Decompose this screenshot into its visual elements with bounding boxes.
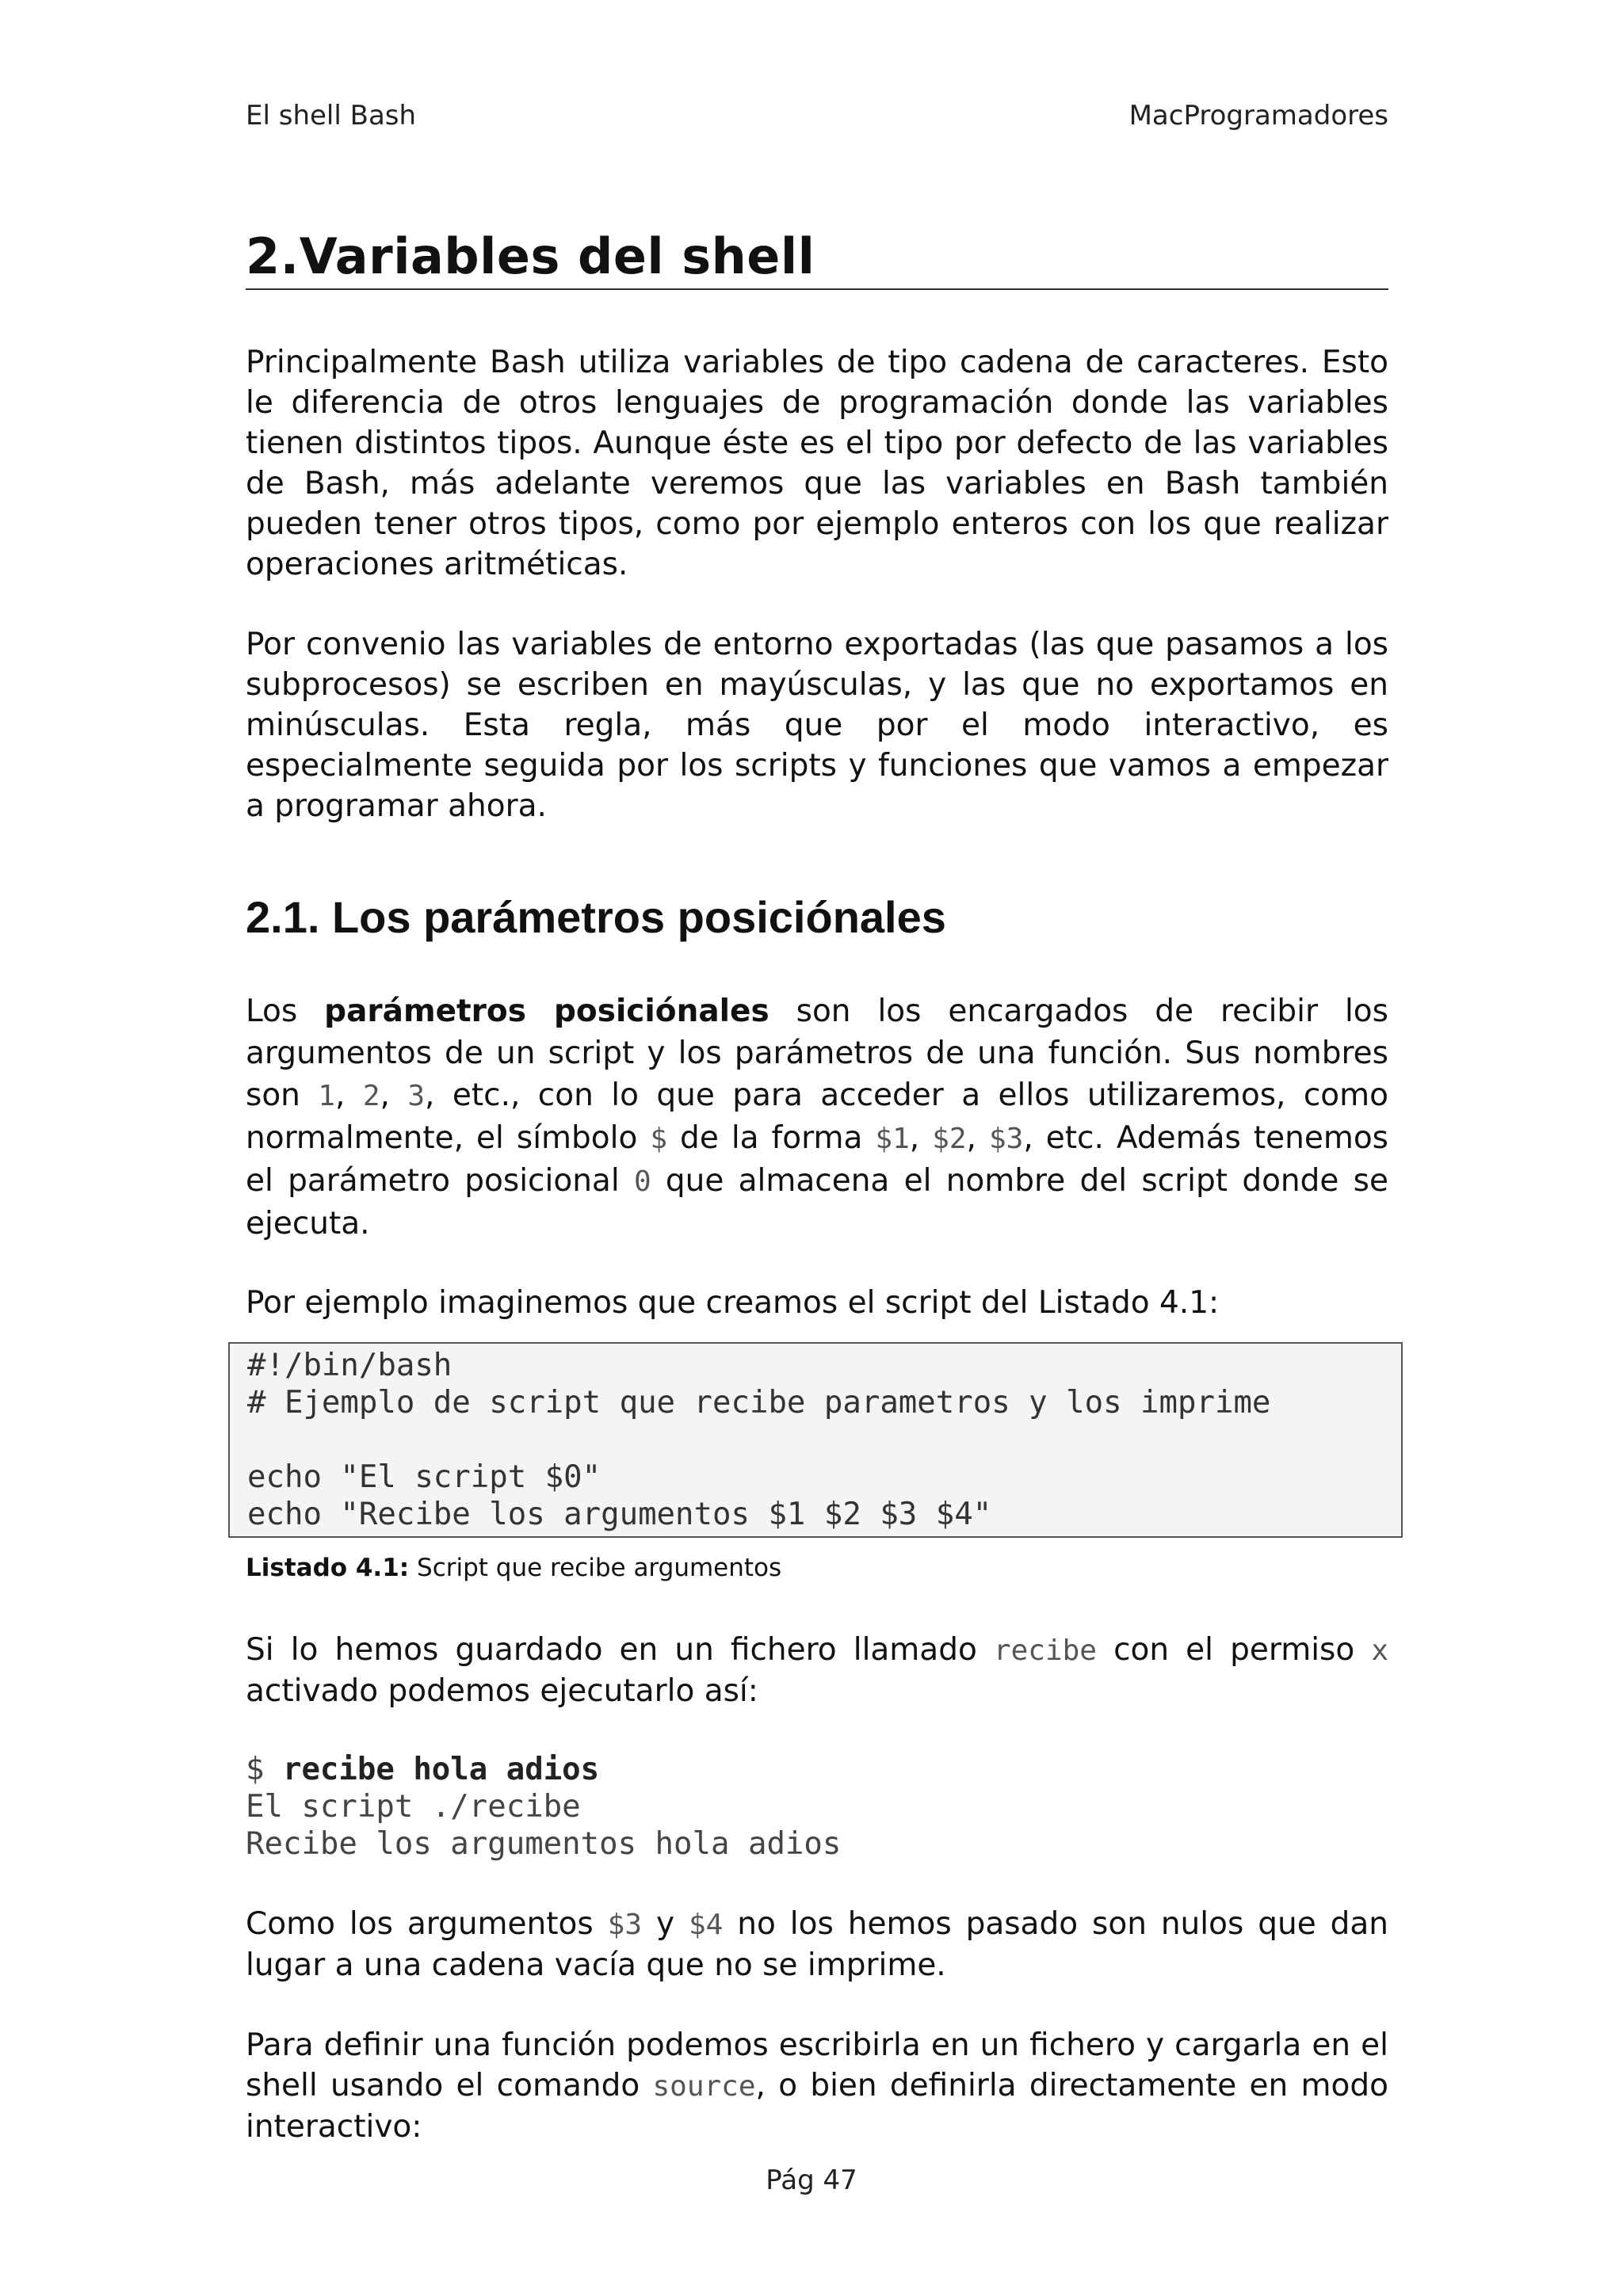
inline-code: $ — [650, 1123, 668, 1156]
text-run: no los hemos pasado son nulos que dan lugar a una cadena vacía que no se imprime. — [246, 1906, 1389, 1984]
inline-code: $4 — [689, 1909, 724, 1942]
caption-text: Script que recibe argumentos — [409, 1554, 782, 1583]
run-instructions-paragraph — [246, 1630, 1388, 1711]
text-run: Los — [246, 994, 325, 1030]
listing-caption — [246, 1554, 1388, 1582]
terminal-command-line — [246, 1751, 1388, 1788]
bold-term: parámetros posiciónales — [324, 994, 769, 1030]
running-header-left: El shell Bash — [246, 100, 417, 132]
inline-code: 1 — [318, 1080, 336, 1113]
caption-label: Listado 4.1: — [246, 1554, 410, 1583]
code-line: echo "Recibe los argumentos $1 $2 $3 $4" — [247, 1497, 992, 1533]
text-run: Si lo hemos guardado en un fichero llamado — [246, 1632, 994, 1669]
inline-code: recibe — [993, 1634, 1097, 1668]
text-run: , — [966, 1120, 989, 1157]
inline-code: source — [652, 2070, 756, 2103]
code-line: # Ejemplo de script que recibe parametros y los imprime — [247, 1385, 1271, 1421]
text-run: , o bien definirla directamente en modo interactivo: — [246, 2068, 1388, 2145]
inline-code: 3 — [407, 1080, 426, 1113]
terminal-output-line: Recibe los argumentos hola adios — [246, 1826, 842, 1863]
positional-params-paragraph — [246, 990, 1388, 1245]
text-run: activado podemos ejecutarlo así: — [246, 1673, 758, 1710]
inline-code: x — [1371, 1634, 1388, 1668]
inline-code: 0 — [633, 1165, 651, 1199]
define-function-paragraph — [246, 2025, 1388, 2147]
chapter-title: 2.Variables del shell — [246, 230, 1388, 290]
section-title: 2.1. Los parámetros posiciónales — [246, 892, 946, 943]
page-number: Pág 47 — [766, 2164, 857, 2196]
text-run: Para definir una función podemos escribirla en un fichero y cargarla en el shell usando el comando — [246, 2027, 1388, 2104]
page-content — [246, 227, 1389, 2147]
text-run: son los encargados de recibir los argumentos de un script y los parámetros de una función. Sus nombres son — [246, 994, 1388, 1114]
inline-code: $3 — [988, 1123, 1024, 1156]
code-line — [247, 1421, 1387, 1459]
text-run: , — [909, 1120, 933, 1157]
inline-code: $2 — [932, 1123, 967, 1156]
terminal-session — [246, 1751, 1388, 1863]
text-run: , etc., con lo que para acceder a ellos utilizaremos, como normalmente, el símbolo — [246, 1077, 1389, 1157]
text-run: Como los argumentos — [246, 1906, 608, 1943]
terminal-output-line: El script ./recibe — [246, 1789, 581, 1825]
text-run: y — [642, 1906, 689, 1943]
shell-command: recibe hola adios — [282, 1752, 600, 1788]
text-run: que almacena el nombre del script donde se ejecuta. — [246, 1163, 1388, 1242]
null-args-paragraph — [246, 1904, 1388, 1985]
text-run: , — [335, 1077, 363, 1114]
shell-prompt: $ — [246, 1752, 283, 1788]
text-run: , etc. Además tenemos el parámetro posicional — [246, 1120, 1389, 1199]
code-line: echo "El script $0" — [247, 1459, 601, 1496]
code-line: #!/bin/bash — [247, 1348, 453, 1384]
intro-paragraph-2: Por convenio las variables de entorno exportadas (las que pasamos a los subprocesos) se escriben en mayúsculas, y las que no exportamos en minúsculas. Esta regla, más que por el modo interactivo, es especialmente seguida por los scripts y funciones que vamos a empezar a programar ahora. — [246, 627, 1388, 825]
example-intro-paragraph: Por ejemplo imaginemos que creamos el script del Listado 4.1: — [246, 1285, 1220, 1322]
running-header-right: MacProgramadores — [1128, 100, 1388, 132]
text-run: con el permiso — [1096, 1632, 1372, 1669]
inline-code: $3 — [607, 1909, 643, 1942]
text-run: de la forma — [667, 1120, 876, 1157]
inline-code: 2 — [362, 1080, 380, 1113]
inline-code: $1 — [875, 1123, 910, 1156]
text-run: , — [380, 1077, 408, 1114]
code-listing — [228, 1342, 1403, 1538]
intro-paragraph-1: Principalmente Bash utiliza variables de tipo cadena de caracteres. Esto le diferencia de otros lenguajes de programación donde las variables tienen distintos tipos. Aunque éste es el tipo por defecto de las variables de Bash, más adelante veremos que las variables en Bash también pueden tener otros tipos, como por ejemplo enteros con los que realizar operaciones aritméticas. — [246, 345, 1388, 583]
